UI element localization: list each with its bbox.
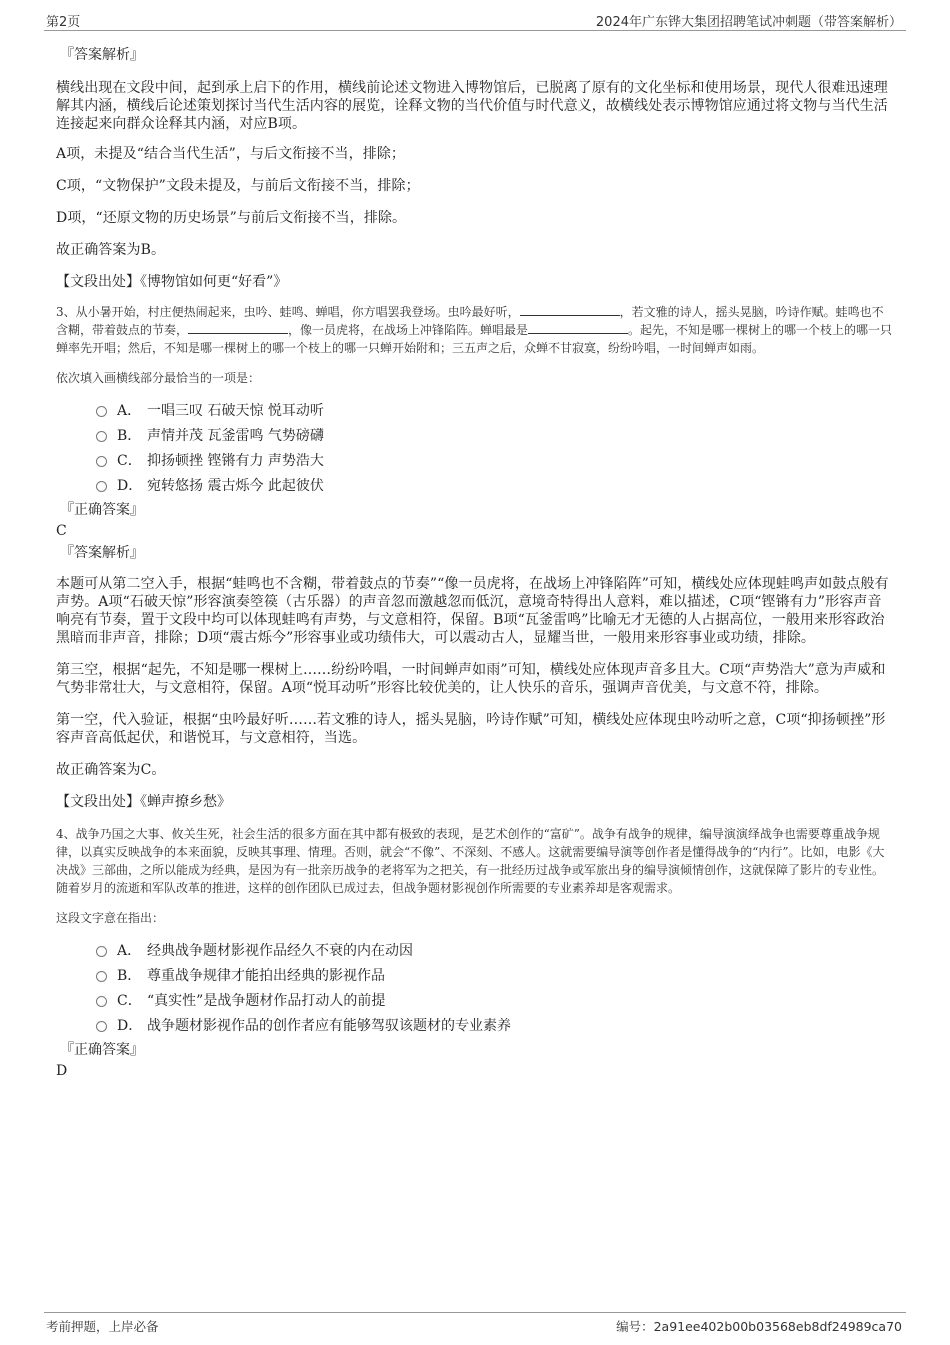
q4-option-d[interactable]: D． 战争题材影视作品的创作者应有能够驾驭该题材的专业素养 — [96, 1012, 894, 1037]
q4-correct-answer: D — [56, 1063, 68, 1079]
page-header — [44, 8, 906, 31]
radio-icon[interactable] — [96, 481, 107, 492]
radio-icon[interactable] — [96, 971, 107, 982]
q3-analysis-p1: 本题可从第二空入手，根据“蛙鸣也不含糊，带着鼓点的节奏”“像一员虎将，在战场上冲锋陷阵”可知，横线处应体现蛙鸣声如鼓点般有声势。A项“石破天惊”形容演奏箜篌（古乐器）的声音忽而激越忽而低沉，意境奇特得出人意料，难以描述，C项“铿锵有力”形容声音响亮有节奏，置于文段中均可以体现蛙鸣有声势，与文意相符，保留。B项“瓦釜雷鸣”比喻无才无德的人占据高位，一般用来形容政治黑暗而非声音，排除；D项“震古烁今”形容事业或功绩伟大，可以震动古人，显耀当世，一般用来形容事业或功绩，排除。 — [56, 576, 889, 646]
radio-icon[interactable] — [96, 996, 107, 1007]
q2-analysis-d: D项，“还原文物的历史场景”与前后文衔接不当，排除。 — [56, 210, 407, 226]
q3-conclusion: 故正确答案为C。 — [56, 762, 166, 778]
q3-source: 【文段出处】《蝉声撩乡愁》 — [56, 794, 231, 810]
q3-analysis-p2: 第三空，根据“起先，不知是哪一棵树上……纷纷吟唱，一时间蝉声如雨”可知，横线处应体现声音多且大。C项“声势浩大”意为声威和气势非常壮大，与文意相符，保留。A项“悦耳动听”形容比较优美的，让人快乐的音乐，强调声音优美，与文意不符，排除。 — [56, 662, 886, 696]
blank-2 — [188, 321, 288, 334]
q3-option-a[interactable]: A． 一唱三叹 石破天惊 悦耳动听 — [96, 397, 894, 422]
q3-correct-answer: C — [56, 523, 67, 539]
q3-option-b[interactable]: B． 声情并茂 瓦釜雷鸣 气势磅礴 — [96, 422, 894, 447]
q4-option-a[interactable]: A． 经典战争题材影视作品经久不衰的内在动因 — [96, 937, 894, 962]
q4-option-b[interactable]: B． 尊重战争规律才能拍出经典的影视作品 — [96, 962, 894, 987]
q2-conclusion: 故正确答案为B。 — [56, 242, 166, 258]
q3-analysis-p3: 第一空，代入验证，根据“虫吟最好听……若文雅的诗人，摇头晃脑，吟诗作赋”可知，横线处应体现虫吟动听之意，C项“抑扬顿挫”形容声音高低起伏，和谐悦耳，与文意相符，当选。 — [56, 712, 886, 746]
q4-options — [96, 937, 894, 1037]
q2-source: 【文段出处】《博物馆如何更“好看”》 — [56, 274, 288, 290]
q2-analysis-label: 『答案解析』 — [60, 47, 144, 63]
footer-slogan: 考前押题，上岸必备 — [46, 1319, 159, 1334]
q4-correct-label: 『正确答案』 — [60, 1042, 144, 1058]
q3-option-d[interactable]: D． 宛转悠扬 震古烁今 此起彼伏 — [96, 472, 894, 497]
document-id: 编号：2a91ee402b00b03568eb8df24989ca70 — [616, 1319, 902, 1334]
page-number: 第2页 — [46, 15, 81, 30]
q4-option-c[interactable]: C． “真实性”是战争题材作品打动人的前提 — [96, 987, 894, 1012]
blank-3 — [528, 321, 628, 334]
q4-prompt: 这段文字意在指出： — [56, 911, 165, 925]
radio-icon[interactable] — [96, 406, 107, 417]
radio-icon[interactable] — [96, 1021, 107, 1032]
radio-icon[interactable] — [96, 456, 107, 467]
radio-icon[interactable] — [96, 946, 107, 957]
q4-stem: 4、战争乃国之大事、攸关生死，社会生活的很多方面在其中都有极致的表现，是艺术创作的“富矿”。战争有战争的规律，编导演演绎战争也需要尊重战争规律，以真实反映战争的本来面貌，反映其事理、情理。否则，就会“不像”、不深刻、不感人。这就需要编导演等创作者是懂得战争的“内行”。比如，电影《大决战》三部曲，之所以能成为经典，是因为有一批亲历战争的老将军为之把关，有一批经历过战争或军旅出身的编导演倾情创作，这就保障了影片的专业性。随着岁月的流逝和军队改革的推进，这样的创作团队已成过去，但战争题材影视创作所需要的专业素养却是客观需求。 — [56, 827, 885, 895]
q3-options — [96, 397, 894, 497]
q2-analysis-c: C项，“文物保护”文段未提及，与前后文衔接不当，排除； — [56, 178, 420, 194]
blank-1 — [520, 303, 620, 316]
document-title: 2024年广东铧大集团招聘笔试冲刺题（带答案解析） — [595, 15, 902, 30]
q2-analysis-a: A项，未提及“结合当代生活”，与后文衔接不当，排除； — [56, 146, 406, 162]
q3-stem: 3、从小暑开始，村庄便热闹起来，虫吟、蛙鸣、蝉唱，你方唱罢我登场。虫吟最好听， ，若文雅的诗人，摇头晃脑，吟诗作赋。蛙鸣也不含糊，带着鼓点的节奏， ，像一员虎将，在战场上冲锋陷阵。蝉唱最是 。起先，不知是哪一棵树上的哪一个枝上的哪一只蝉率先开唱；然后，不知是哪一棵树上的哪一个枝上的哪一只蝉开始附和；三五声之后，众蝉不甘寂寞，纷纷吟唱，一时间蝉声如雨。 — [56, 305, 893, 355]
radio-icon[interactable] — [96, 431, 107, 442]
q3-analysis-label: 『答案解析』 — [60, 545, 144, 561]
page-content — [56, 46, 894, 1080]
q3-prompt: 依次填入画横线部分最恰当的一项是： — [56, 371, 261, 385]
q3-option-c[interactable]: C． 抑扬顿挫 铿锵有力 声势浩大 — [96, 447, 894, 472]
page-footer — [44, 1312, 906, 1337]
q3-correct-label: 『正确答案』 — [60, 502, 144, 518]
q2-analysis-p1: 横线出现在文段中间，起到承上启下的作用，横线前论述文物进入博物馆后，已脱离了原有的文化坐标和使用场景，现代人很难迅速理解其内涵，横线后论述策划探讨当代生活内容的展览，诠释文物的当代价值与时代意义，故横线处表示博物馆应通过将文物与当代生活连接起来向群众诠释其内涵，对应B项。 — [56, 80, 888, 132]
